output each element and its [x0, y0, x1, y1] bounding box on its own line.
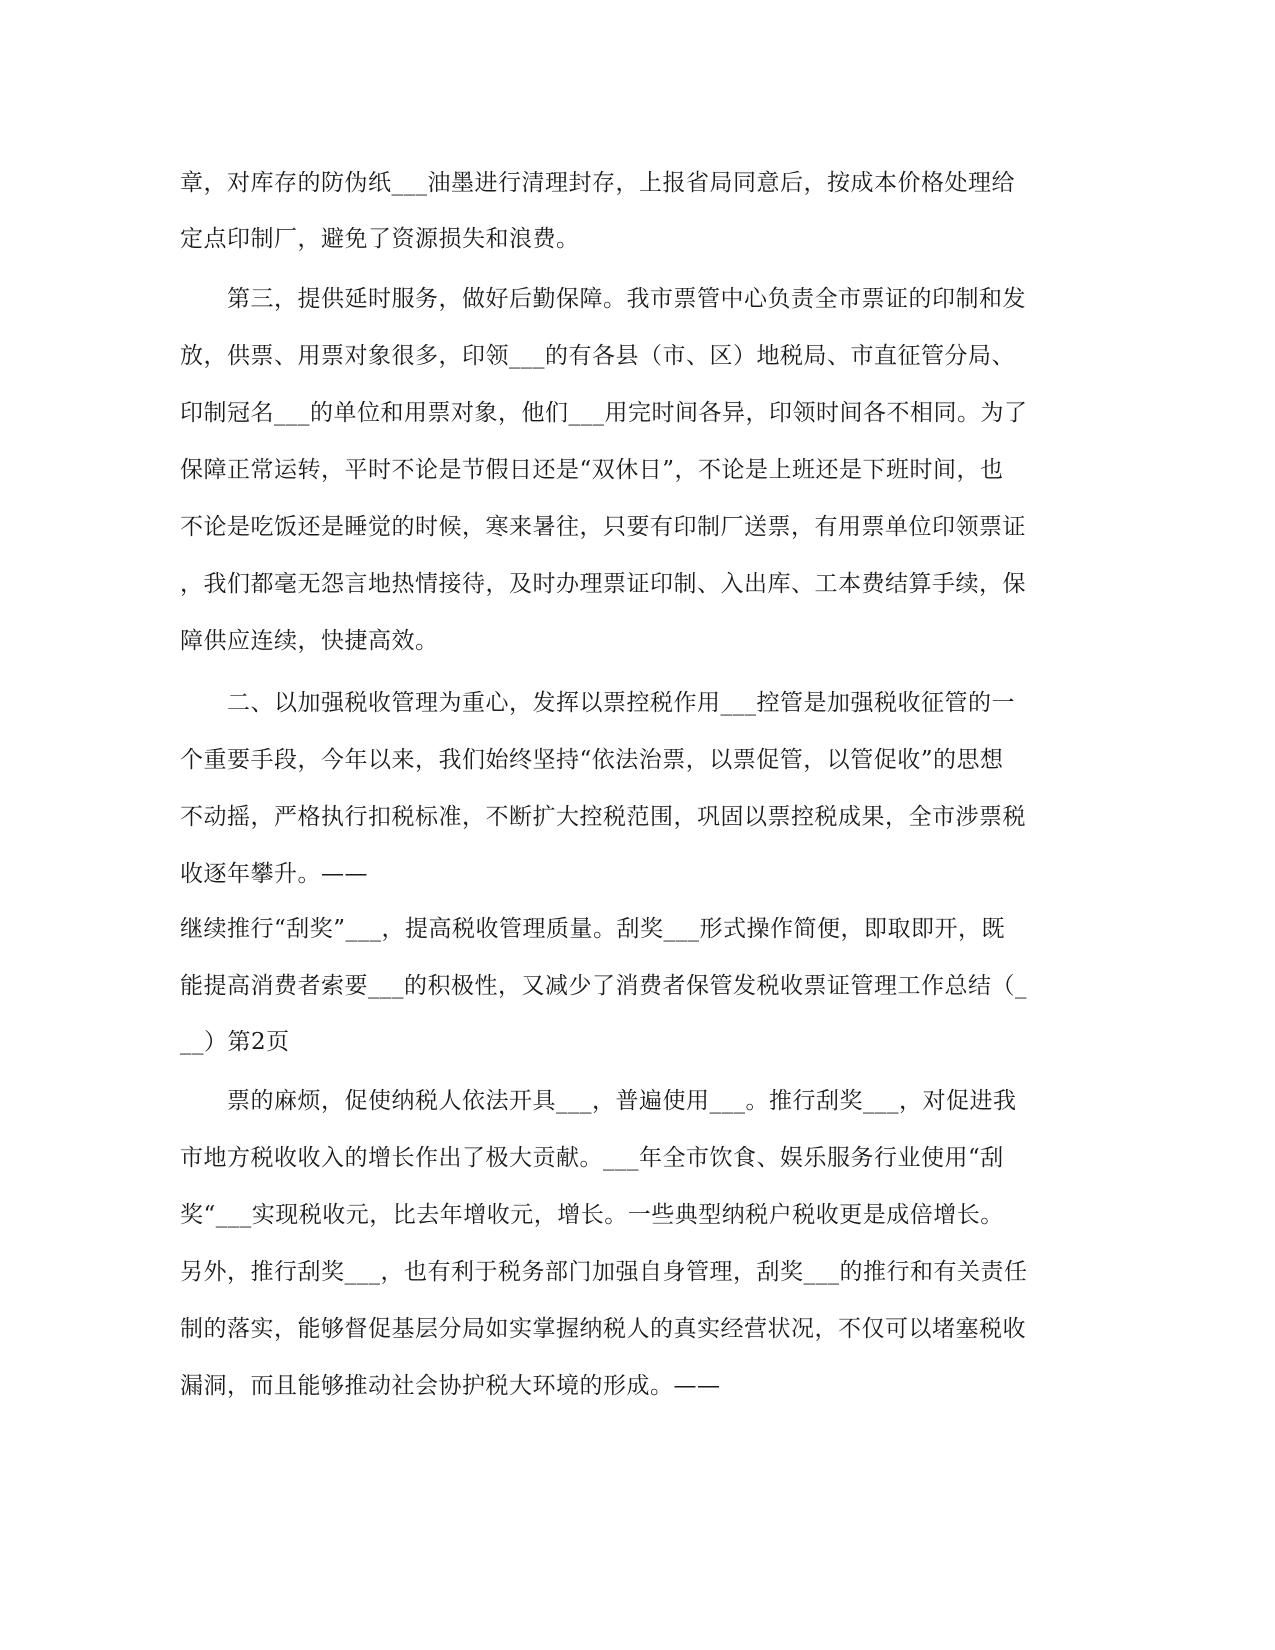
text-line: 二、以加强税收管理为重心，发挥以票控税作用___控管是加强税收征管的一	[180, 690, 1015, 716]
text-line: 能提高消费者索要___的积极性，又减少了消费者保管发税收票证管理工作总结（_	[180, 973, 1027, 999]
text-line: 票的麻烦，促使纳税人依法开具___，普遍使用___。推行刮奖___，对促进我	[180, 1088, 1017, 1114]
text-line: 章，对库存的防伪纸___油墨进行清理封存，上报省局同意后，按成本价格处理给	[180, 170, 1015, 196]
text-line: 印制冠名___的单位和用票对象，他们___用完时间各异，印领时间各不相同。为了	[180, 400, 1028, 426]
text-line: 奖“___实现税收元，比去年增收元，增长。一些典型纳税户税收更是成倍增长。	[180, 1202, 1004, 1228]
text-line: 漏洞，而且能够推动社会协护税大环境的形成。——	[180, 1373, 721, 1399]
text-line: 市地方税收收入的增长作出了极大贡献。___年全市饮食、娱乐服务行业使用“刮	[180, 1145, 1004, 1171]
text-line: 收逐年攀升。——	[180, 861, 368, 887]
text-line: 另外，推行刮奖___，也有利于税务部门加强自身管理，刮奖___的推行和有关责任	[180, 1259, 1028, 1285]
text-line: ，我们都毫无怨言地热情接待，及时办理票证印制、入出库、工本费结算手续，保	[180, 571, 1026, 597]
text-line: 定点印制厂，避免了资源损失和浪费。	[180, 226, 580, 252]
text-line: 继续推行“刮奖”___，提高税收管理质量。刮奖___形式操作简便，即取即开，既	[180, 916, 1006, 942]
text-line: 不动摇，严格执行扣税标准，不断扩大控税范围，巩固以票控税成果，全市涉票税	[180, 804, 1026, 830]
text-line: 障供应连续，快捷高效。	[180, 628, 439, 654]
text-line: 不论是吃饭还是睡觉的时候，寒来暑往，只要有印制厂送票，有用票单位印领票证	[180, 514, 1026, 540]
text-line: __）第2页	[180, 1029, 290, 1055]
text-line: 放，供票、用票对象很多，印领___的有各县（市、区）地税局、市直征管分局、	[180, 343, 1015, 369]
text-line: 保障正常运转，平时不论是节假日还是“双休日”，不论是上班还是下班时间，也	[180, 457, 1004, 483]
text-line: 制的落实，能够督促基层分局如实掌握纳税人的真实经营状况，不仅可以堵塞税收	[180, 1316, 1026, 1342]
text-line: 个重要手段，今年以来，我们始终坚持“依法治票，以票促管，以管促收”的思想	[180, 747, 1004, 773]
text-line: 第三，提供延时服务，做好后勤保障。我市票管中心负责全市票证的印制和发	[180, 286, 1026, 312]
